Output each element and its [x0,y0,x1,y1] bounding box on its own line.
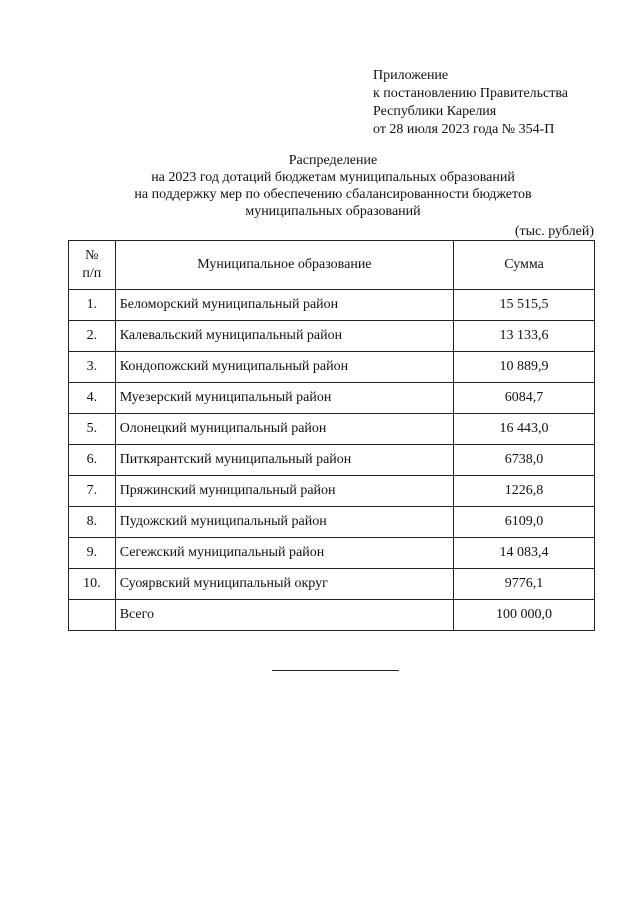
title-line: на 2023 год дотаций бюджетам муниципальных образований [151,170,515,185]
total-sum: 100 000,0 [454,600,595,631]
table-row [69,352,595,383]
header-number-line1: № [85,248,99,263]
title-line: Распределение [288,153,378,168]
title-line: на поддержку мер по обеспечению сбалансированности бюджетов [134,187,532,202]
row-municipality: Питкярантский муниципальный район [115,445,453,476]
row-number: 7. [69,476,116,507]
units-label: (тыс. рублей) [514,224,594,239]
table-row [69,414,595,445]
table-row [69,569,595,600]
row-sum: 14 083,4 [454,538,595,569]
appendix-line: от 28 июля 2023 года № 354-П [373,122,555,137]
row-sum: 1226,8 [454,476,595,507]
title-line: муниципальных образований [245,204,421,219]
header-sum: Сумма [454,241,595,290]
appendix-line: Республики Карелия [373,104,497,119]
row-municipality: Калевальский муниципальный район [115,321,453,352]
table-row [69,538,595,569]
row-municipality: Муезерский муниципальный район [115,383,453,414]
appendix-block [373,67,568,139]
row-number: 5. [69,414,116,445]
row-number: 10. [69,569,116,600]
total-label: Всего [115,600,453,631]
distribution-table [68,240,595,631]
header-number-line2: п/п [82,266,102,281]
row-municipality: Суоярвский муниципальный округ [115,569,453,600]
row-number: 4. [69,383,116,414]
table-header-row [69,241,595,290]
row-sum: 6109,0 [454,507,595,538]
table-row [69,507,595,538]
row-number: 6. [69,445,116,476]
row-municipality: Беломорский муниципальный район [115,290,453,321]
appendix-line: Приложение [373,68,449,83]
row-sum: 16 443,0 [454,414,595,445]
row-municipality: Кондопожский муниципальный район [115,352,453,383]
row-number: 8. [69,507,116,538]
row-number: 3. [69,352,116,383]
header-number [69,241,116,290]
total-number [69,600,116,631]
row-municipality: Пряжинский муниципальный район [115,476,453,507]
table-row [69,445,595,476]
table-row [69,383,595,414]
row-municipality: Олонецкий муниципальный район [115,414,453,445]
row-sum: 6738,0 [454,445,595,476]
document-title [70,152,596,220]
row-municipality: Сегежский муниципальный район [115,538,453,569]
row-sum: 15 515,5 [454,290,595,321]
table-row [69,476,595,507]
appendix-line: к постановлению Правительства [373,86,569,101]
table-row [69,321,595,352]
row-sum: 6084,7 [454,383,595,414]
row-sum: 10 889,9 [454,352,595,383]
header-municipality: Муниципальное образование [115,241,453,290]
row-sum: 9776,1 [454,569,595,600]
row-number: 9. [69,538,116,569]
table-total-row [69,600,595,631]
row-municipality: Пудожский муниципальный район [115,507,453,538]
table-row [69,290,595,321]
row-sum: 13 133,6 [454,321,595,352]
row-number: 2. [69,321,116,352]
closing-rule [272,670,399,671]
row-number: 1. [69,290,116,321]
